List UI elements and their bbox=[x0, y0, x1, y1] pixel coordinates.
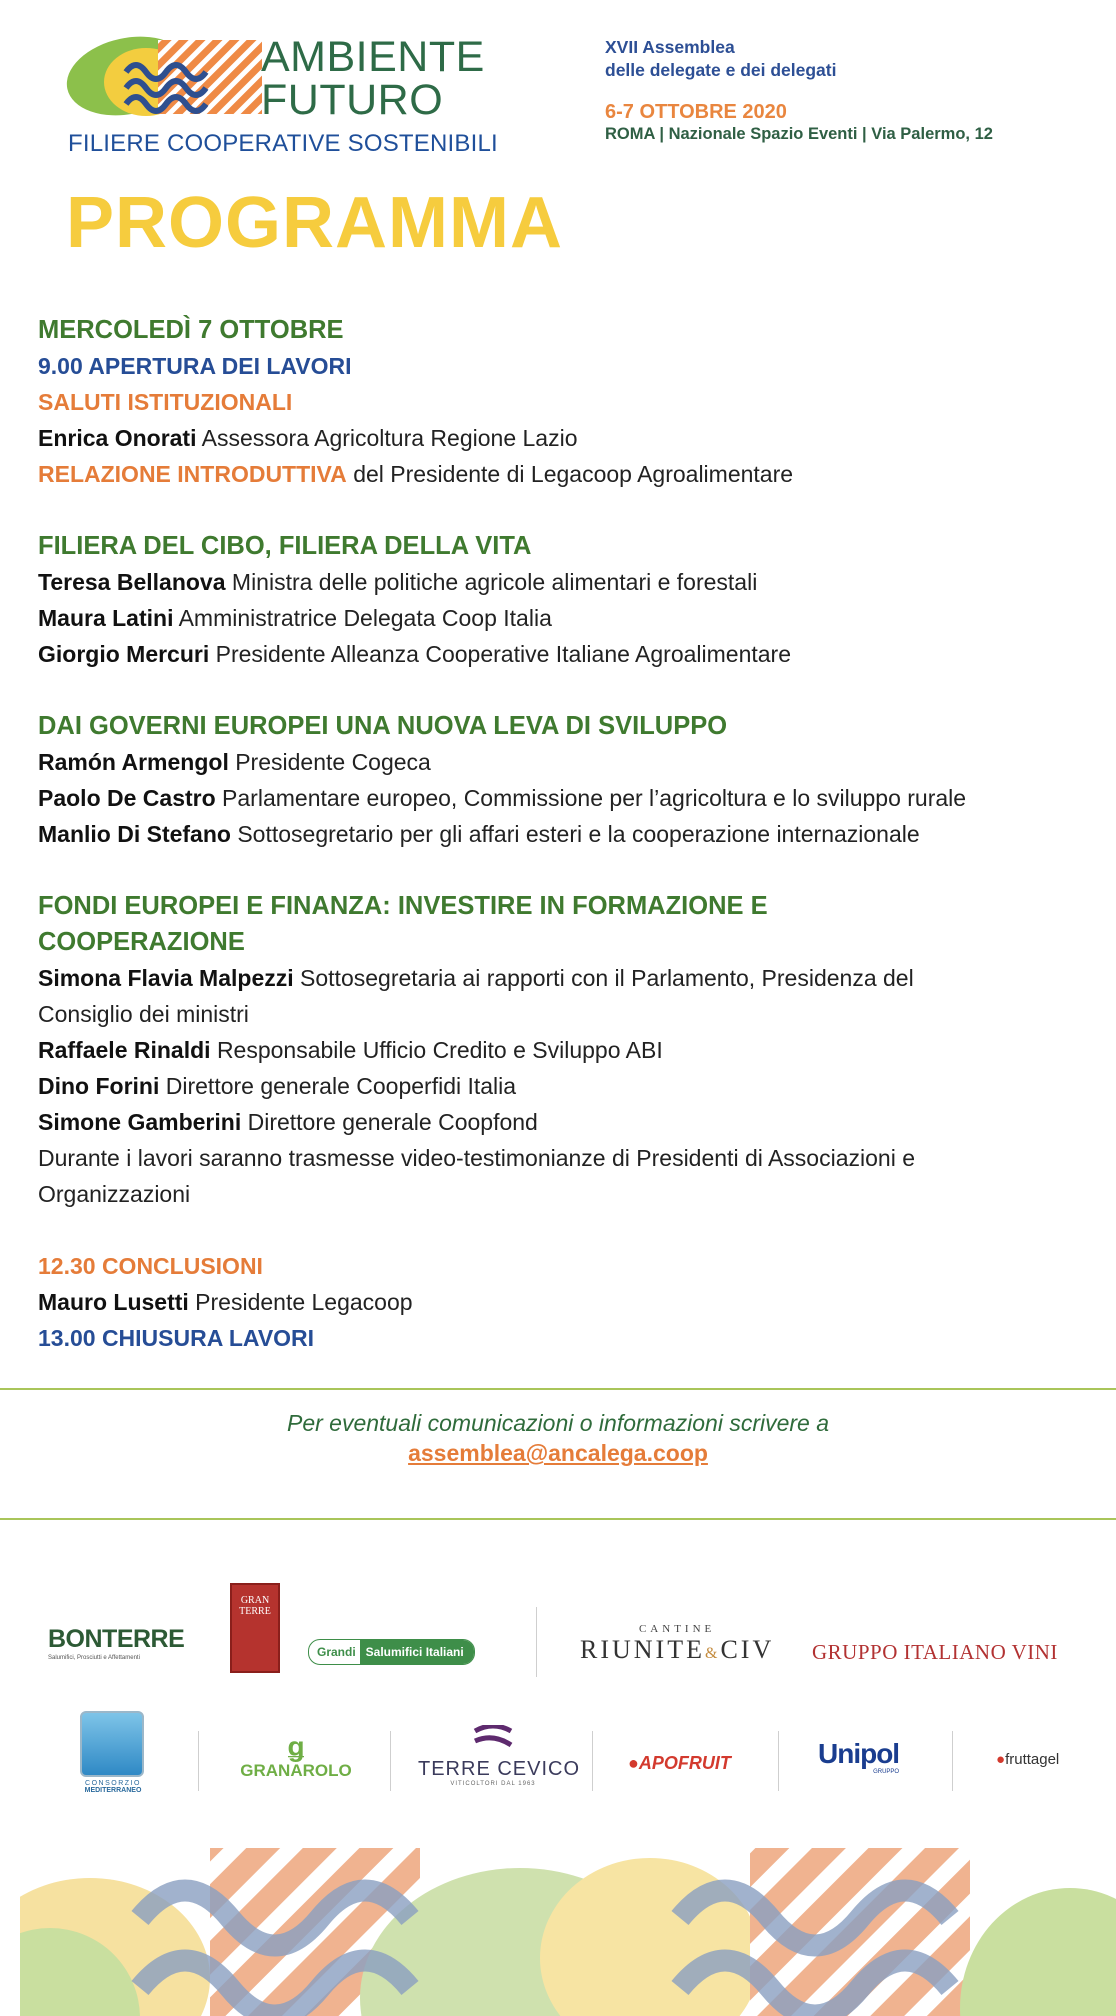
speaker-row bbox=[38, 1068, 1098, 1104]
bonterre-logo[interactable] bbox=[48, 1625, 198, 1661]
speaker-row bbox=[38, 636, 1098, 672]
contact-text: Per eventuali comunicazioni o informazioni scrivere a bbox=[286, 1410, 830, 1436]
session-note: Durante i lavori saranno trasmesse video-testimonianze di Presidenti di Associazioni e bbox=[38, 1145, 915, 1171]
speaker-row bbox=[38, 816, 1098, 852]
terre-cevico-name: TERRE CEVICO bbox=[418, 1758, 581, 1780]
speaker-row bbox=[38, 744, 1098, 780]
apofruit-logo[interactable] bbox=[628, 1753, 731, 1774]
gruppo-italiano-vini-logo[interactable] bbox=[812, 1635, 1058, 1666]
speaker-name: Teresa Bellanova bbox=[38, 569, 226, 595]
programma-heading: PROGRAMMA bbox=[66, 183, 563, 263]
program-body bbox=[38, 312, 1098, 1356]
event-subtitle: delle delegate e dei delegati bbox=[605, 60, 837, 80]
apofruit-name: APOFRUIT bbox=[638, 1753, 731, 1773]
grandi-word: Grandi bbox=[317, 1645, 356, 1659]
contact-block bbox=[0, 1408, 1116, 1468]
session-title: FILIERA DEL CIBO, FILIERA DELLA VITA bbox=[38, 532, 532, 560]
speaker-role: Sottosegretaria ai rapporti con il Parlamento, Presidenza del bbox=[300, 965, 914, 991]
sponsor-separator bbox=[778, 1731, 779, 1791]
speaker-name: Ramón Armengol bbox=[38, 749, 229, 775]
event-info bbox=[605, 36, 1085, 145]
speaker-role: Presidente Cogeca bbox=[235, 749, 431, 775]
riunite-word: RIUNITE bbox=[580, 1635, 705, 1664]
sponsor-separator bbox=[952, 1731, 953, 1791]
speaker-role: Assessora Agricoltura Regione Lazio bbox=[201, 425, 578, 451]
sponsors-strip bbox=[0, 1555, 1116, 1835]
speaker-name: Raffaele Rinaldi bbox=[38, 1037, 211, 1063]
speaker-role: Amministratrice Delegata Coop Italia bbox=[178, 605, 552, 631]
divider-top bbox=[0, 1388, 1116, 1390]
riunite-civ-name bbox=[580, 1635, 774, 1665]
civ-word: CIV bbox=[720, 1635, 775, 1664]
speaker-name: Dino Forini bbox=[38, 1073, 160, 1099]
opening-time: 9.00 APERTURA DEI LAVORI bbox=[38, 353, 352, 379]
speaker-role: Ministra delle politiche agricole alimentari e forestali bbox=[231, 569, 758, 595]
speaker-row bbox=[38, 600, 1098, 636]
event-venue: ROMA | Nazionale Spazio Eventi | Via Palermo, 12 bbox=[605, 125, 993, 143]
intro-text: del Presidente di Legacoop Agroalimentare bbox=[353, 461, 794, 487]
logo-subtitle: FILIERE COOPERATIVE SOSTENIBILI bbox=[68, 130, 498, 157]
speaker-name: Paolo De Castro bbox=[38, 785, 216, 811]
speaker-name: Manlio Di Stefano bbox=[38, 821, 231, 847]
grandi-salumifici-logo[interactable] bbox=[308, 1639, 475, 1665]
divider-bottom bbox=[0, 1518, 1116, 1520]
speaker-name: Enrica Onorati bbox=[38, 425, 197, 451]
fruttagel-name: fruttagel bbox=[1005, 1751, 1060, 1768]
ambiente-futuro-logo bbox=[66, 33, 498, 162]
speaker-row bbox=[38, 1284, 1098, 1320]
fruttagel-logo[interactable] bbox=[996, 1751, 1059, 1768]
speaker-row bbox=[38, 420, 1098, 456]
speaker-row bbox=[38, 960, 1098, 996]
speaker-name: Simone Gamberini bbox=[38, 1109, 242, 1135]
speaker-name: Maura Latini bbox=[38, 605, 174, 631]
session-title-line2: COOPERAZIONE bbox=[38, 928, 245, 956]
speaker-row bbox=[38, 780, 1098, 816]
speaker-role-continued: Consiglio dei ministri bbox=[38, 1001, 249, 1027]
event-title: XVII Assemblea bbox=[605, 37, 735, 57]
closing-time: 13.00 CHIUSURA LAVORI bbox=[38, 1325, 315, 1351]
apofruit-apple-icon: ● bbox=[628, 1753, 639, 1773]
speaker-name: Giorgio Mercuri bbox=[38, 641, 210, 667]
consorzio-badge-icon bbox=[80, 1711, 144, 1777]
conclusions-time: 12.30 CONCLUSIONI bbox=[38, 1253, 263, 1279]
footer-decoration bbox=[20, 1848, 1116, 2016]
granarolo-name: GRANAROLO bbox=[240, 1761, 352, 1780]
intro-label: RELAZIONE INTRODUTTIVA bbox=[38, 461, 347, 487]
terre-cevico-mark-icon bbox=[471, 1725, 515, 1753]
speaker-role: Direttore generale Coopfond bbox=[247, 1109, 538, 1135]
logo-line1: AMBIENTE bbox=[261, 33, 485, 81]
riunite-civ-logo[interactable] bbox=[580, 1623, 774, 1665]
granarolo-logo[interactable] bbox=[240, 1733, 352, 1781]
contact-email-link[interactable]: assemblea@ancalega.coop bbox=[408, 1440, 708, 1466]
event-date: 6-7 OTTOBRE 2020 bbox=[605, 101, 787, 123]
sponsor-separator bbox=[390, 1731, 391, 1791]
unipol-name: Unipol bbox=[818, 1738, 900, 1769]
speaker-row bbox=[38, 1032, 1098, 1068]
speaker-role: Direttore generale Cooperfidi Italia bbox=[165, 1073, 517, 1099]
sponsor-separator bbox=[592, 1731, 593, 1791]
consorzio-word: CONSORZIO bbox=[85, 1780, 141, 1787]
day-heading: MERCOLEDÌ 7 OTTOBRE bbox=[38, 316, 344, 344]
speaker-name: Mauro Lusetti bbox=[38, 1289, 189, 1315]
session-title-line1: FONDI EUROPEI E FINANZA: INVESTIRE IN FORMAZIONE E bbox=[38, 892, 768, 920]
speaker-role: Sottosegretario per gli affari esteri e la cooperazione internazionale bbox=[237, 821, 920, 847]
session-title: DAI GOVERNI EUROPEI UNA NUOVA LEVA DI SVILUPPO bbox=[38, 712, 728, 740]
greetings-heading: SALUTI ISTITUZIONALI bbox=[38, 389, 293, 415]
salumifici-word: Salumifici Italiani bbox=[360, 1640, 474, 1664]
logo-mark-icon bbox=[66, 34, 266, 124]
speaker-role: Responsabile Ufficio Credito e Sviluppo ABI bbox=[216, 1037, 663, 1063]
speaker-role: Presidente Legacoop bbox=[195, 1289, 413, 1315]
consorzio-mediterraneo-logo[interactable] bbox=[80, 1711, 146, 1794]
terre-cevico-tagline: VITICOLTORI DAL 1963 bbox=[450, 1781, 536, 1787]
speaker-row bbox=[38, 1104, 1098, 1140]
speaker-row bbox=[38, 564, 1098, 600]
sponsor-separator bbox=[536, 1607, 537, 1677]
speaker-name: Simona Flavia Malpezzi bbox=[38, 965, 294, 991]
ampersand-icon: & bbox=[704, 1645, 721, 1662]
cantine-word: CANTINE bbox=[638, 1623, 716, 1635]
sponsor-separator bbox=[198, 1731, 199, 1791]
logo-title bbox=[261, 33, 485, 124]
fruttagel-icon: ● bbox=[996, 1751, 1006, 1768]
terre-cevico-logo[interactable] bbox=[418, 1725, 581, 1787]
unipol-logo[interactable] bbox=[818, 1739, 899, 1775]
intro-row bbox=[38, 456, 1098, 492]
speaker-role: Parlamentare europeo, Commissione per l’agricoltura e lo sviluppo rurale bbox=[222, 785, 967, 811]
granterre-logo[interactable] bbox=[230, 1583, 280, 1673]
bonterre-tagline: Salumifici, Prosciutti e Affettamenti bbox=[48, 1655, 140, 1661]
bonterre-name: BONTERRE bbox=[48, 1625, 185, 1653]
granarolo-mark-icon: ǥ bbox=[287, 1731, 305, 1762]
granterre-name: GRAN TERRE bbox=[239, 1595, 271, 1617]
unipol-tagline: GRUPPO bbox=[873, 1769, 900, 1775]
speaker-role: Presidente Alleanza Cooperative Italiane Agroalimentare bbox=[215, 641, 791, 667]
giv-name: GRUPPO ITALIANO VINI bbox=[812, 1640, 1058, 1664]
mediterraneo-word: MEDITERRANEO bbox=[84, 1787, 142, 1794]
logo-line2: FUTURO bbox=[261, 76, 444, 124]
session-note-continued: Organizzazioni bbox=[38, 1181, 191, 1207]
